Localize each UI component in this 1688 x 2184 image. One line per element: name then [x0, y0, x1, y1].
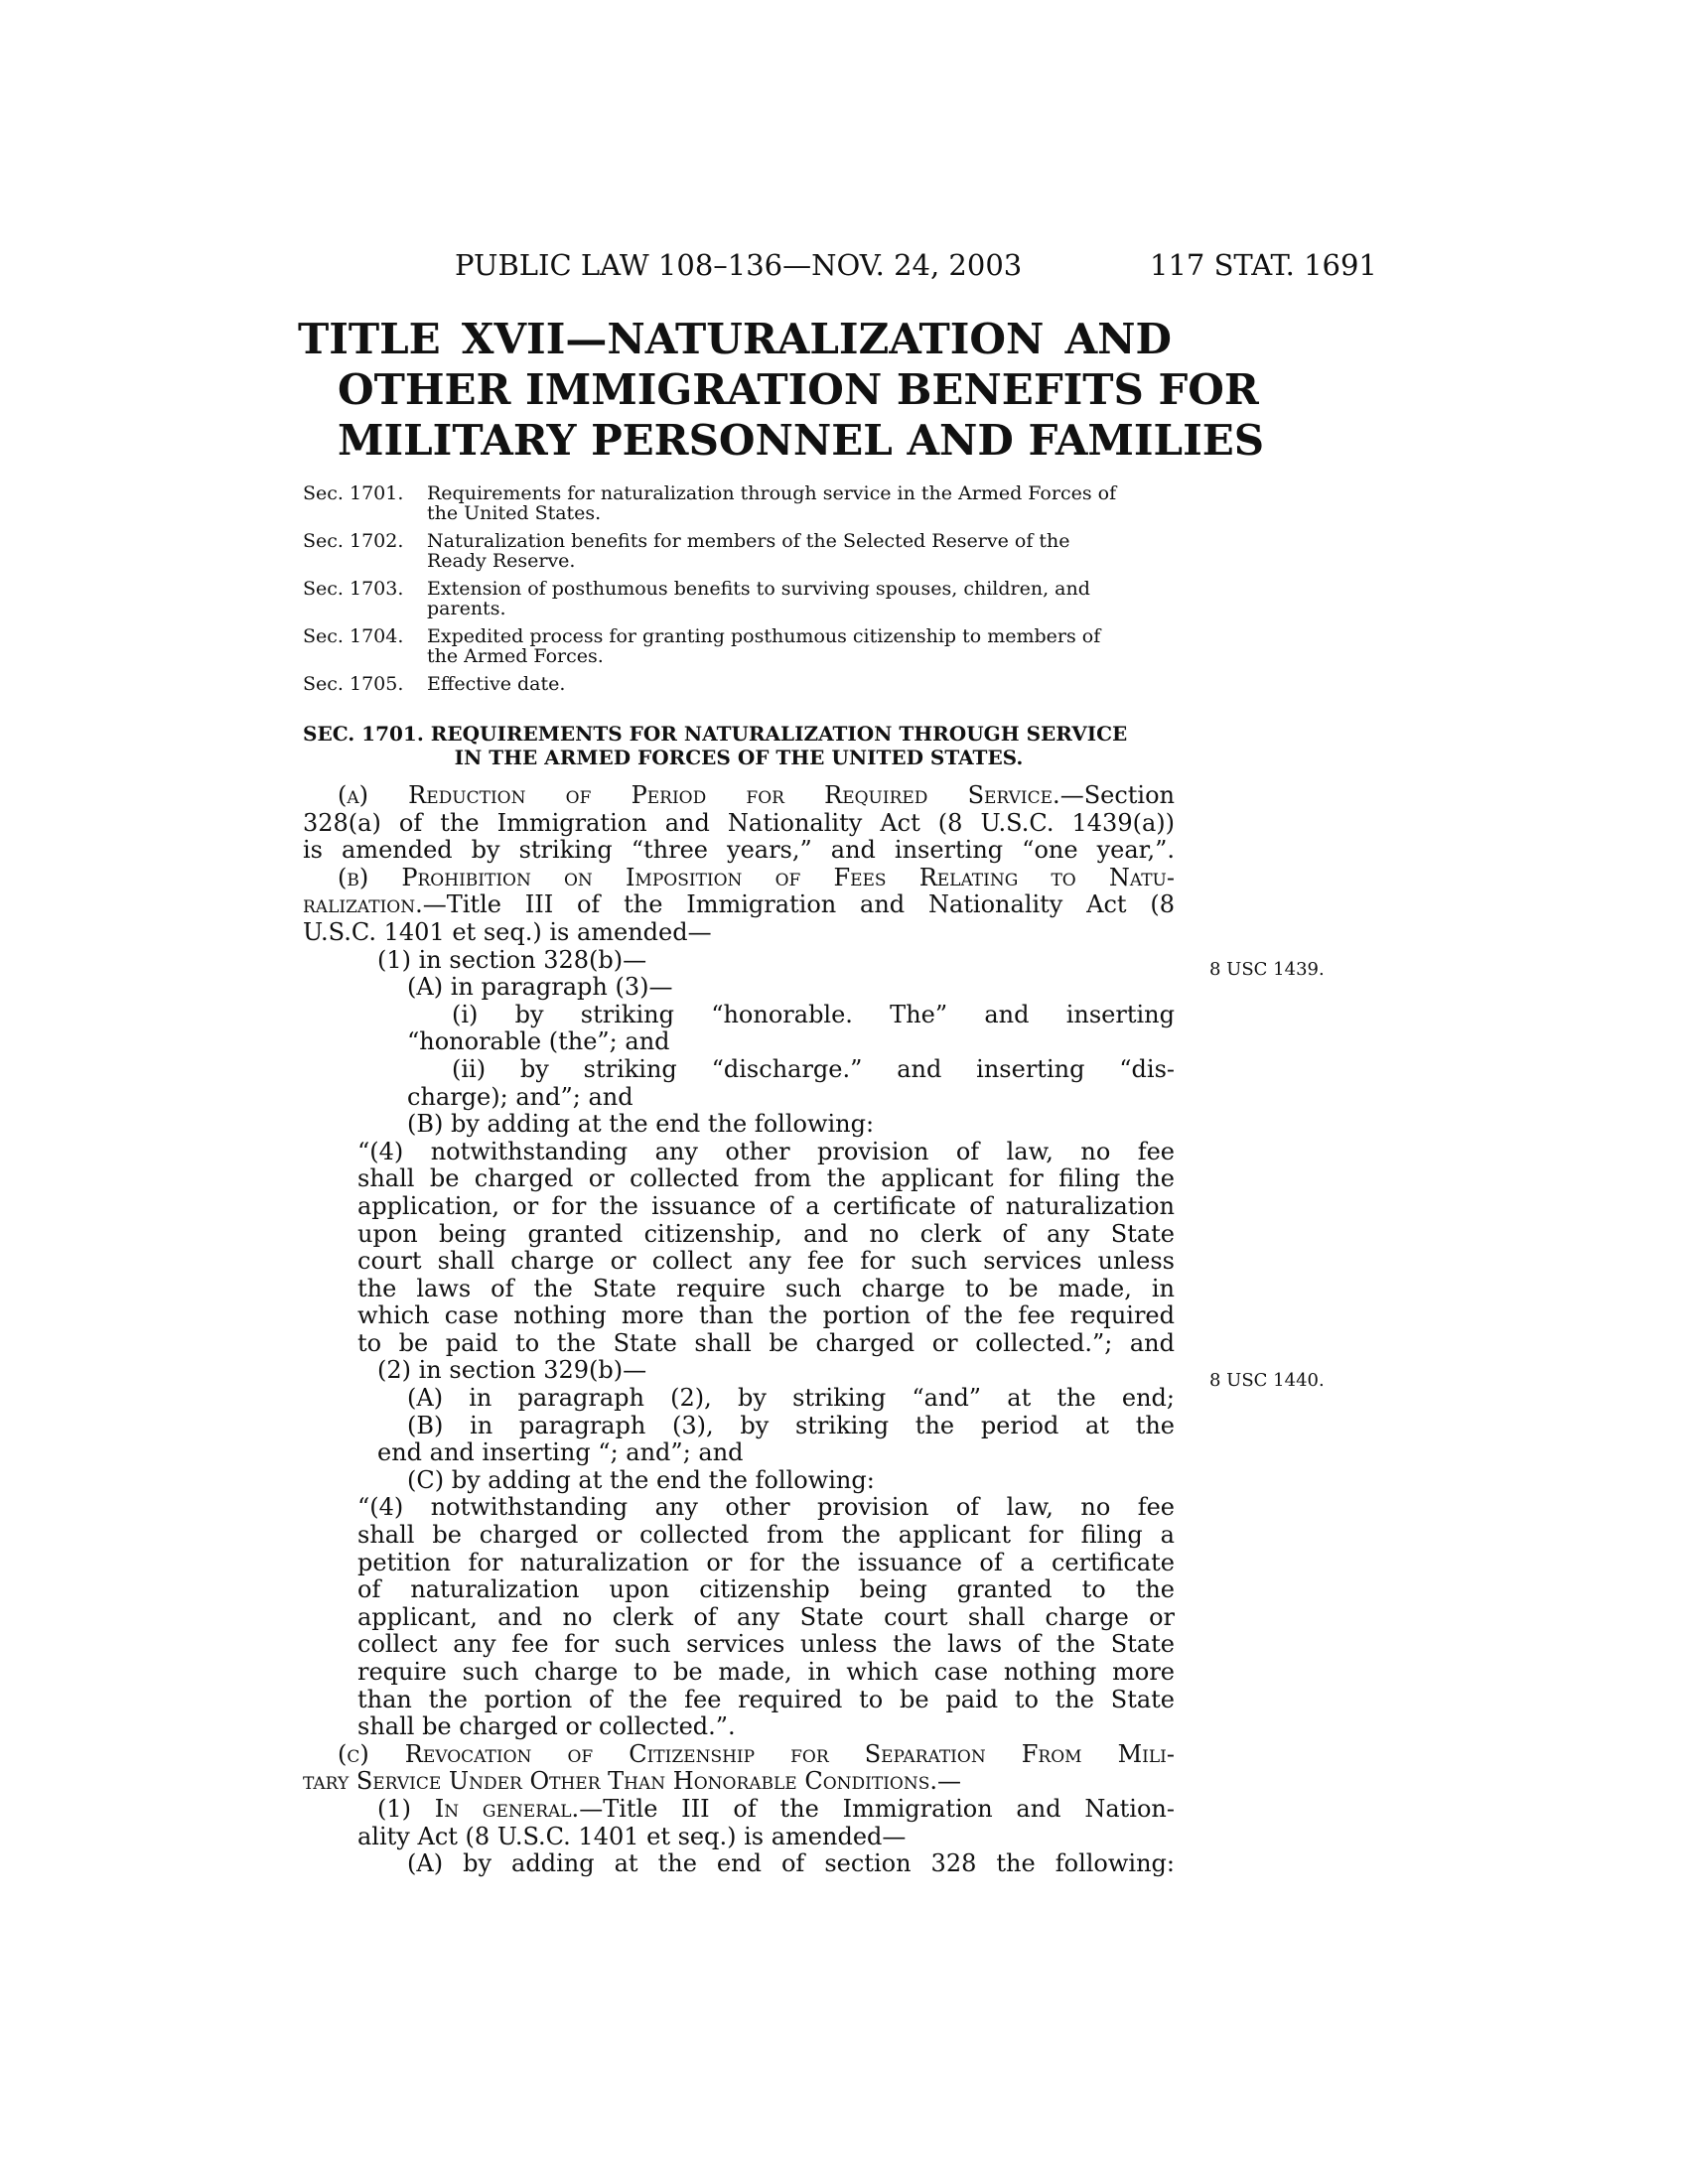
- toc-entry: [303, 626, 1175, 666]
- toc-text: Extension of posthumous benefits to surviving spouses, children, and parents.: [427, 578, 1090, 619]
- margin-note-usc-1439: 8 USC 1439.: [1209, 959, 1325, 980]
- title-word-title: TITLE: [298, 315, 441, 363]
- body-line: court shall charge or collect any fee for such services unless: [357, 1247, 1175, 1276]
- body-line: of naturalization upon citizenship being granted to the: [357, 1575, 1175, 1604]
- toc-entry: [303, 483, 1175, 523]
- section-heading-line-2: IN THE ARMED FORCES OF THE UNITED STATES.: [454, 746, 1024, 769]
- body-line: applicant, and no clerk of any State court shall charge or: [357, 1602, 1175, 1631]
- toc-text: Effective date.: [427, 673, 566, 695]
- subparagraph-b-line: (B) in paragraph (3), by striking the period at the: [407, 1411, 1175, 1439]
- body-line: require such charge to be made, in which case nothing more: [357, 1658, 1175, 1686]
- table-of-contents: [303, 483, 1175, 702]
- body-line: petition for naturalization or for the issuance of a certificate: [357, 1548, 1175, 1576]
- body-line: 328(a) of the Immigration and Nationality Act (8 U.S.C. 1439(a)): [303, 808, 1175, 837]
- toc-entry: [303, 674, 1175, 694]
- title-word-number: XVII—NATURALIZATION: [461, 315, 1045, 363]
- toc-text: Expedited process for granting posthumous citizenship to members of the Armed Forces.: [427, 625, 1101, 667]
- quoted-paragraph-4-line: “(4) notwithstanding any other provision of law, no fee: [357, 1137, 1175, 1165]
- title-line-3: MILITARY PERSONNEL AND FAMILIES: [338, 416, 1265, 465]
- body-line: shall be charged or collected from the applicant for filing the: [357, 1164, 1175, 1193]
- body-line: than the portion of the fee required to be paid to the State: [357, 1685, 1175, 1713]
- clause-ii-line: (ii) by striking “discharge.” and inserting “dis-: [452, 1054, 1175, 1083]
- paragraph-1-line: (1) in section 328(b)—: [377, 945, 647, 974]
- clause-i-line: (i) by striking “honorable. The” and inserting: [452, 1000, 1175, 1028]
- toc-entry: [303, 579, 1175, 618]
- title-heading: [298, 314, 1265, 466]
- body-line: collect any fee for such services unless the laws of the State: [357, 1630, 1175, 1659]
- body-line: shall be charged or collected.”.: [357, 1712, 736, 1741]
- subsection-b-line: (b) Prohibition on Imposition of Fees Relating to Natu-: [338, 863, 1175, 891]
- toc-number: Sec. 1702.: [303, 530, 404, 552]
- subparagraph-a-line: (A) in paragraph (2), by striking “and” at the end;: [407, 1384, 1175, 1413]
- subparagraph-b-line: (B) by adding at the end the following:: [407, 1110, 875, 1139]
- toc-number: Sec. 1704.: [303, 625, 404, 647]
- subparagraph-c-line: (C) by adding at the end the following:: [407, 1465, 875, 1494]
- title-line-2: OTHER IMMIGRATION BENEFITS FOR: [338, 365, 1259, 414]
- toc-text: Naturalization benefits for members of the Selected Reserve of the Ready Reserve.: [427, 530, 1070, 572]
- toc-number: Sec. 1701.: [303, 482, 404, 504]
- section-body: [303, 782, 1175, 1878]
- paragraph-2-line: (2) in section 329(b)—: [377, 1356, 647, 1385]
- subsection-a-line: (a) Reduction of Period for Required Service.—Section: [338, 781, 1175, 809]
- margin-note-usc-1440: 8 USC 1440.: [1209, 1370, 1325, 1391]
- body-line: shall be charged or collected from the applicant for filing a: [357, 1521, 1175, 1550]
- subparagraph-a-line: (A) in paragraph (3)—: [407, 973, 673, 1002]
- toc-entry: [303, 531, 1175, 571]
- body-line: tary Service Under Other Than Honorable Conditions.—: [303, 1767, 961, 1796]
- toc-number: Sec. 1705.: [303, 673, 404, 695]
- body-line: the laws of the State require such charge to be made, in: [357, 1274, 1175, 1302]
- body-line: is amended by striking “three years,” and inserting “one year,”.: [303, 836, 1175, 865]
- body-line: application, or for the issuance of a certificate of naturalization: [357, 1191, 1175, 1220]
- running-header-citation: PUBLIC LAW 108–136—NOV. 24, 2003: [455, 248, 1023, 282]
- body-line: ralization.—Title III of the Immigration and Nationality Act (8: [303, 890, 1175, 919]
- body-line: U.S.C. 1401 et seq.) is amended—: [303, 917, 712, 946]
- body-line: which case nothing more than the portion of the fee required: [357, 1301, 1175, 1330]
- section-heading-line-1: SEC. 1701. REQUIREMENTS FOR NATURALIZATION THROUGH SERVICE: [303, 722, 1128, 746]
- subsection-c-line: (c) Revocation of Citizenship for Separation From Mili-: [338, 1739, 1175, 1768]
- paragraph-1-line: (1) In general.—Title III of the Immigration and Nation-: [377, 1794, 1175, 1823]
- body-line: upon being granted citizenship, and no clerk of any State: [357, 1219, 1175, 1248]
- title-word-and: AND: [1064, 315, 1172, 363]
- body-line: “honorable (the”; and: [407, 1027, 670, 1056]
- toc-text: Requirements for naturalization through service in the Armed Forces of the United States.: [427, 482, 1117, 524]
- running-header-page: 117 STAT. 1691: [1150, 248, 1377, 282]
- body-line: charge); and”; and: [407, 1082, 633, 1111]
- subparagraph-a-line: (A) by adding at the end of section 328 the following:: [407, 1849, 1175, 1878]
- body-line: to be paid to the State shall be charged or collected.”; and: [357, 1328, 1175, 1357]
- body-line: end and inserting “; and”; and: [377, 1438, 744, 1467]
- quoted-paragraph-4-line: “(4) notwithstanding any other provision of law, no fee: [357, 1493, 1175, 1522]
- toc-number: Sec. 1703.: [303, 578, 404, 600]
- body-line: ality Act (8 U.S.C. 1401 et seq.) is amended—: [357, 1822, 907, 1850]
- section-heading: [303, 722, 1175, 769]
